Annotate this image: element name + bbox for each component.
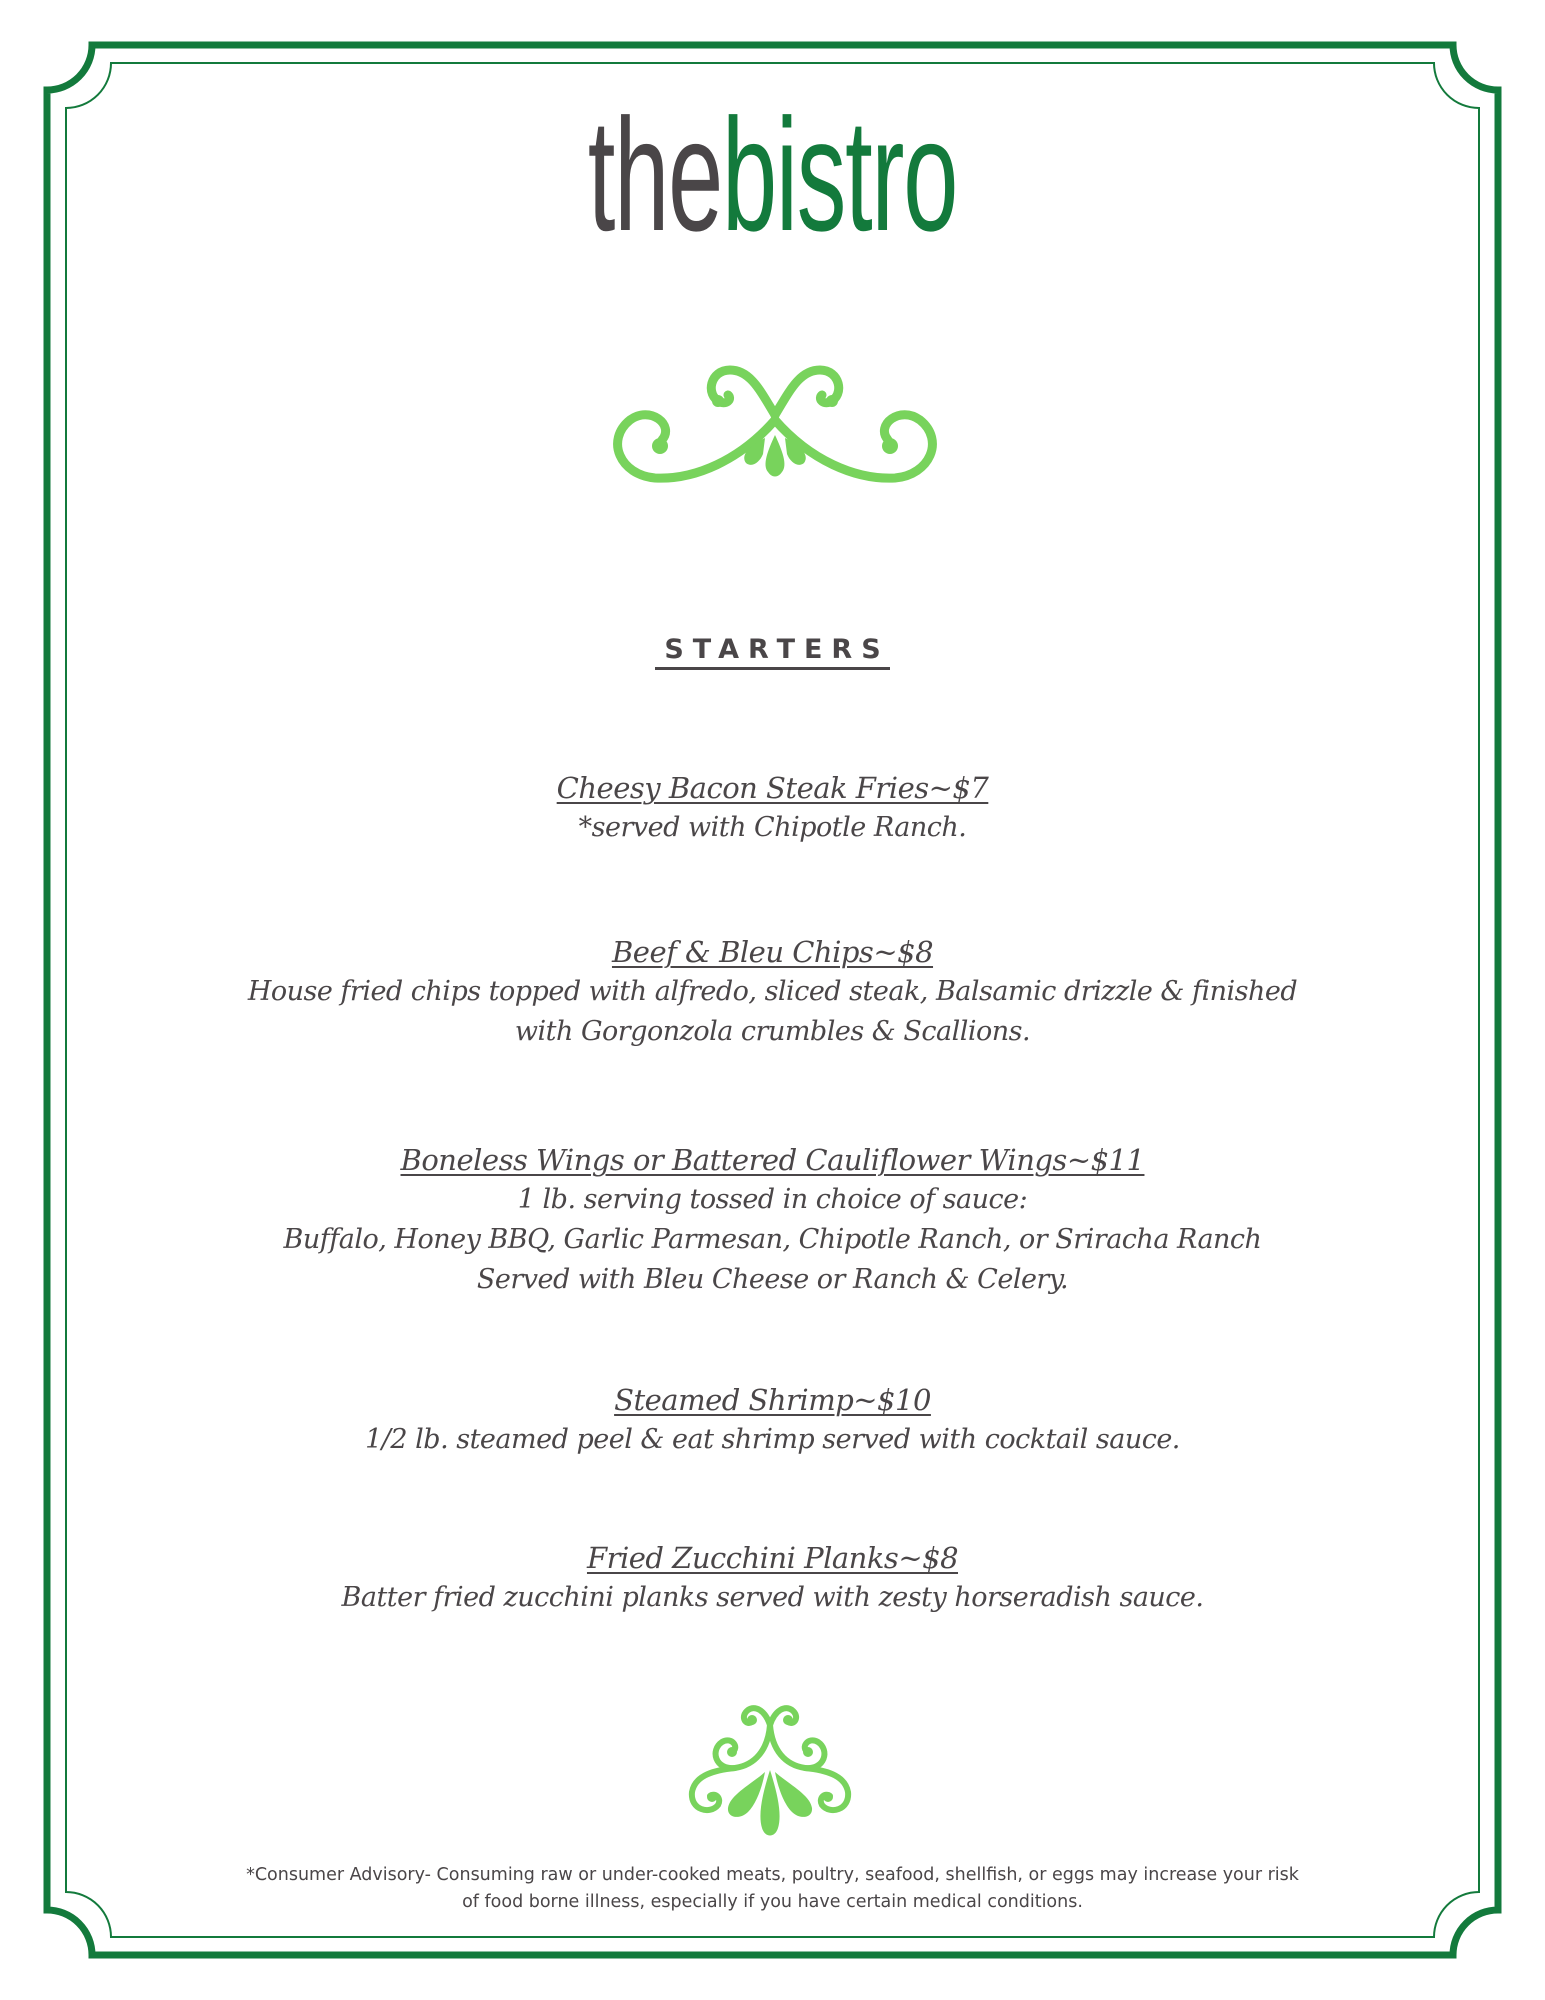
menu-item-desc: 1/2 lb. steamed peel & eat shrimp served with cocktail sauce.	[365, 1424, 1180, 1455]
menu-item-desc: 1 lb. serving tossed in choice of sauce:	[517, 1184, 1028, 1215]
logo-the: the	[587, 85, 723, 264]
advisory-line-2: of food borne illness, especially if you have certain medical conditions.	[462, 1892, 1083, 1912]
section-title-text: STARTERS	[655, 634, 889, 670]
menu-item	[0, 1538, 1545, 1618]
menu-item-name: Boneless Wings or Battered Cauliflower Wings~$11	[400, 1143, 1145, 1177]
logo-bistro: bistro	[722, 85, 958, 264]
flourish-fleur-icon	[670, 1700, 870, 1845]
menu-item-desc: Batter fried zucchini planks served with zesty horseradish sauce.	[341, 1582, 1204, 1613]
menu-item-desc: *served with Chipotle Ranch.	[578, 812, 967, 843]
menu-item	[0, 932, 1545, 1052]
menu-item	[0, 768, 1545, 848]
menu-item-name: Steamed Shrimp~$10	[614, 1383, 931, 1417]
advisory-line-1: *Consumer Advisory- Consuming raw or under-cooked meats, poultry, seafood, shellfish, or eggs may increase your risk	[246, 1865, 1299, 1885]
menu-item-desc: Buffalo, Honey BBQ, Garlic Parmesan, Chipotle Ranch, or Sriracha Ranch	[283, 1224, 1262, 1255]
menu-item-name: Fried Zucchini Planks~$8	[586, 1541, 959, 1575]
menu-item-name: Beef & Bleu Chips~$8	[611, 935, 934, 969]
menu-item-desc: Served with Bleu Cheese or Ranch & Celery.	[476, 1264, 1069, 1295]
menu-item-desc: House fried chips topped with alfredo, sliced steak, Balsamic drizzle & finished	[247, 976, 1298, 1007]
consumer-advisory	[0, 1862, 1545, 1916]
section-heading	[0, 634, 1545, 665]
menu-item-name: Cheesy Bacon Steak Fries~$7	[556, 771, 989, 805]
restaurant-logo	[294, 85, 1252, 264]
menu-item	[0, 1380, 1545, 1460]
flourish-scroll-icon	[600, 350, 950, 500]
menu-item	[0, 1140, 1545, 1300]
menu-item-desc: with Gorgonzola crumbles & Scallions.	[514, 1016, 1031, 1047]
